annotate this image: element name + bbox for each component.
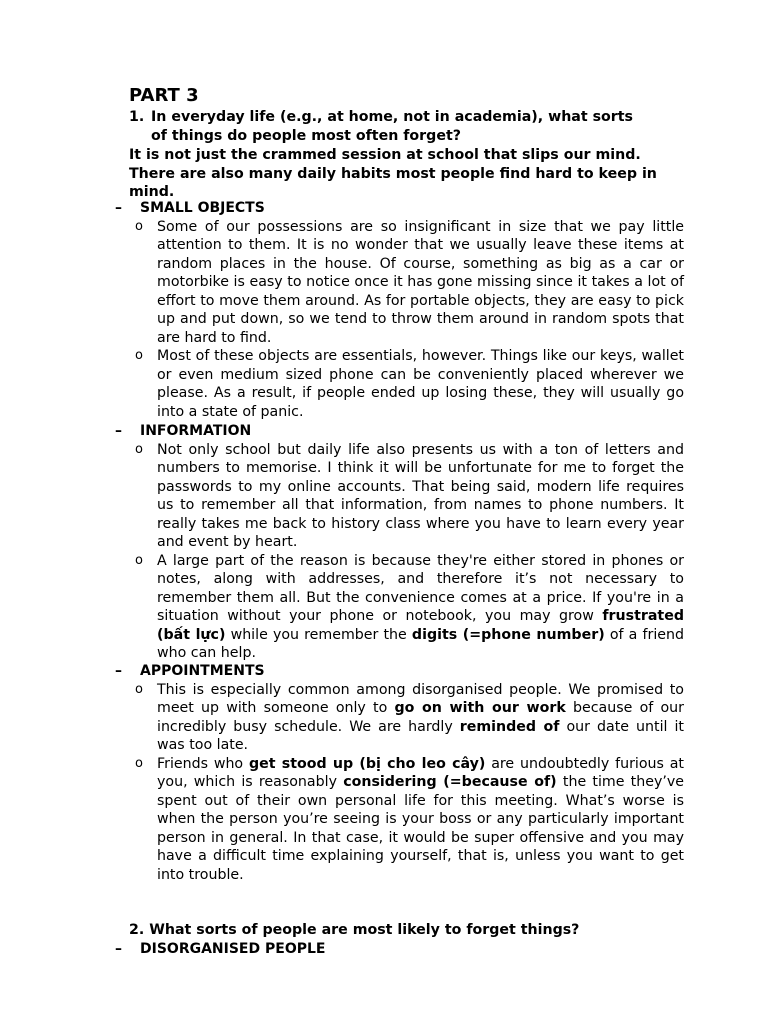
list-item	[115, 441, 684, 552]
question-1-line2: of things do people most often forget?	[151, 127, 461, 144]
list-item-text: Some of our possessions are so insignificant in size that we pay little attention to them. It is no wonder that we usually leave these items at random places in the house. Of course, something as big as a car or motorbike is easy to notice once it has gone missing since it takes a lot of effort to move them around. As for portable objects, they are easy to pick up and put down, so we tend to throw them around in random spots that are hard to find.	[157, 218, 684, 346]
list-item-text: the time they’ve spent out of their own personal life for this meeting. What’s worse is when the person you’re seeing is your boss or any particularly important person in general. In that case, it would be super offensive and you may have a difficult time explaining yourself, that is, unless you want to get into trouble.	[157, 774, 684, 883]
bullet-marker: o	[135, 441, 143, 457]
list-item-text: are undoubtedly furious at you, which is reasonably	[157, 755, 684, 790]
section-small-objects	[115, 199, 695, 421]
section-heading	[115, 422, 695, 441]
question-1-number: 1.	[129, 109, 145, 125]
bold-term: reminded of	[459, 718, 560, 735]
bullet-list	[115, 441, 695, 663]
list-item-text: A large part of the reason is because they're either stored in phones or notes, along with addresses, and therefore it’s not necessary to remember them all. But the convenience comes at a price. If you're in a situation without your phone or notebook, you may grow	[157, 552, 684, 624]
dash-marker: –	[115, 663, 122, 679]
section-heading-label: DISORGANISED PEOPLE	[140, 941, 326, 957]
list-item	[115, 347, 684, 421]
section-heading	[115, 662, 695, 681]
section-information	[115, 422, 695, 663]
list-item-text: of a friend who can help.	[157, 626, 684, 661]
section-heading	[115, 940, 695, 959]
list-item-text: This is especially common among disorganised people. We promised to meet up with someone only to	[157, 681, 684, 716]
bullet-list	[115, 681, 695, 885]
section-disorganised-people	[115, 940, 695, 959]
dash-marker: –	[115, 200, 122, 216]
question-2: 2. What sorts of people are most likely to forget things?	[129, 922, 580, 938]
list-item	[115, 681, 684, 755]
question-1	[129, 108, 689, 145]
bullet-marker: o	[135, 218, 143, 234]
dash-marker: –	[115, 423, 122, 439]
section-heading	[115, 199, 695, 218]
bullet-marker: o	[135, 552, 143, 568]
intro-paragraph: It is not just the crammed session at school that slips our mind. There are also many daily habits most people find hard to keep in mind.	[129, 147, 657, 200]
bold-term: considering (=because of)	[343, 774, 557, 790]
bullet-marker: o	[135, 755, 143, 771]
part-title: PART 3	[129, 85, 199, 106]
list-item-text: because of our incredibly busy schedule. We are hardly	[157, 700, 684, 735]
list-item-text: Friends who	[157, 755, 249, 772]
section-appointments	[115, 662, 695, 884]
list-item-text: while you remember the	[225, 626, 412, 643]
section-heading-label: APPOINTMENTS	[140, 663, 265, 679]
bullet-marker: o	[135, 681, 143, 697]
list-item-text: Not only school but daily life also presents us with a ton of letters and numbers to memorise. I think it will be unfortunate for me to forget the passwords to my online accounts. That being said, modern life requires us to remember all that information, from names to phone numbers. It really takes me back to history class where you have to learn every year and event by heart.	[157, 441, 684, 550]
bold-term: frustrated (bất lực)	[157, 608, 684, 643]
section-heading-label: INFORMATION	[140, 423, 252, 439]
bold-term: get stood up (bị cho leo cây)	[248, 755, 486, 772]
bullet-list	[115, 218, 695, 422]
question-1-line1: In everyday life (e.g., at home, not in academia), what sorts	[151, 109, 634, 125]
list-item	[115, 755, 684, 885]
dash-marker: –	[115, 941, 122, 957]
bold-term: digits (=phone number)	[411, 626, 605, 643]
section-heading-label: SMALL OBJECTS	[140, 200, 265, 216]
list-item-text: our date until it was too late.	[157, 718, 684, 753]
list-item-text: Most of these objects are essentials, however. Things like our keys, wallet or even medium sized phone can be conveniently placed wherever we please. As a result, if people ended up losing these, they will usually go into a state of panic.	[157, 348, 684, 420]
list-item	[115, 552, 684, 663]
bullet-marker: o	[135, 348, 143, 363]
bold-term: go on with our work	[394, 700, 566, 716]
list-item	[115, 218, 684, 348]
